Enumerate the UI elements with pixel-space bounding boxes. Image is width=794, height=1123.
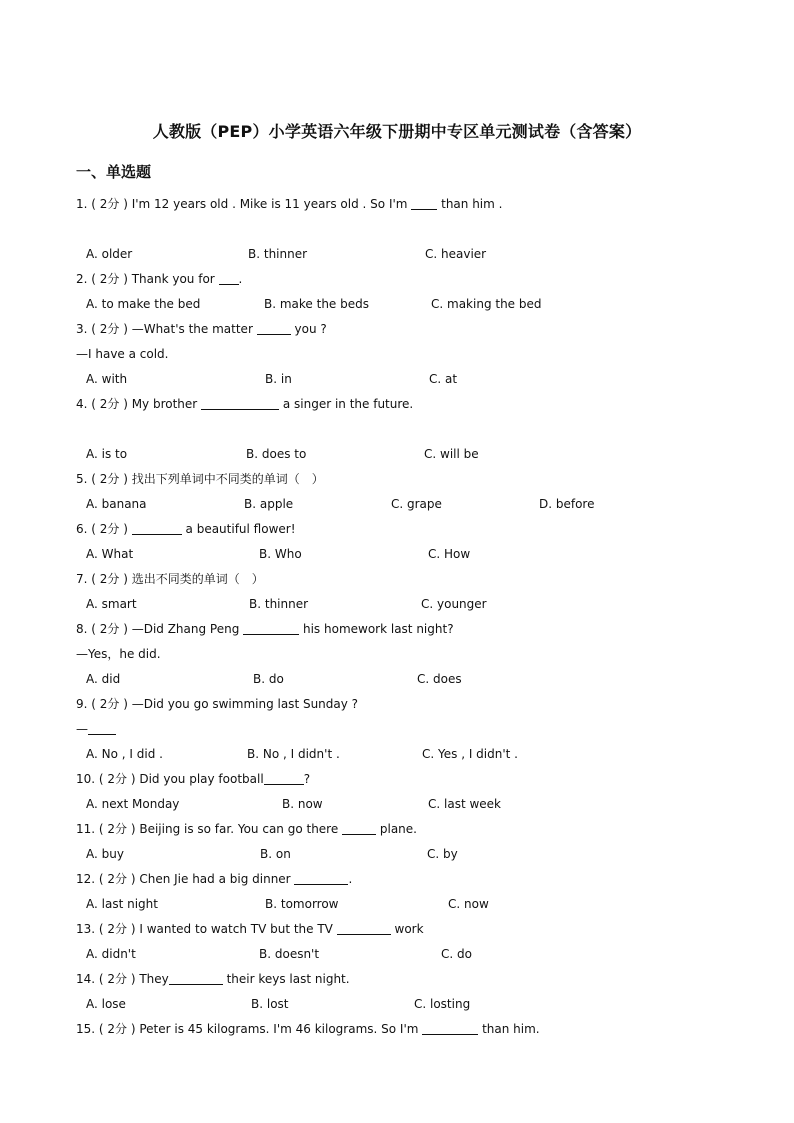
option-b[interactable]: B. in xyxy=(265,372,292,386)
option-a[interactable]: A. banana xyxy=(86,497,147,511)
option-a[interactable]: A. with xyxy=(86,372,128,386)
question-stem: 3. ( 2分 ) —What's the matter you ? xyxy=(76,322,327,336)
option-b[interactable]: B. on xyxy=(260,847,291,861)
option-a[interactable]: A. to make the bed xyxy=(86,297,201,311)
option-row xyxy=(0,371,794,387)
option-a[interactable]: A. buy xyxy=(86,847,124,861)
question-stem: 7. ( 2分 ) 选出不同类的单词（ ） xyxy=(76,572,264,586)
option-a[interactable]: A. next Monday xyxy=(86,797,180,811)
question-stem: 2. ( 2分 ) Thank you for . xyxy=(76,272,243,286)
dialogue-line: —Yes，he did. xyxy=(76,647,161,661)
question-stem: 15. ( 2分 ) Peter is 45 kilograms. I'm 46 kilograms. So I'm than him. xyxy=(76,1022,540,1036)
answer-blank xyxy=(132,522,182,535)
option-b[interactable]: B. make the beds xyxy=(264,297,369,311)
question-stem: 9. ( 2分 ) —Did you go swimming last Sunday ? xyxy=(76,697,359,711)
option-c[interactable]: C. at xyxy=(429,372,458,386)
section-heading: 一、单选题 xyxy=(76,163,152,181)
option-row xyxy=(0,496,794,512)
option-c[interactable]: C. last week xyxy=(428,797,501,811)
option-c[interactable]: C. does xyxy=(417,672,462,686)
option-a[interactable]: A. older xyxy=(86,247,133,261)
option-a[interactable]: A. did xyxy=(86,672,121,686)
answer-blank xyxy=(411,197,437,210)
option-row xyxy=(0,296,794,312)
option-d[interactable]: D. before xyxy=(539,497,595,511)
option-c[interactable]: C. will be xyxy=(424,447,479,461)
option-row xyxy=(0,996,794,1012)
option-b[interactable]: B. does to xyxy=(246,447,307,461)
question-stem: 10. ( 2分 ) Did you play football ? xyxy=(76,772,311,786)
option-c[interactable]: C. younger xyxy=(421,597,487,611)
option-row xyxy=(0,746,794,762)
answer-blank xyxy=(422,1022,478,1035)
option-c[interactable]: C. losting xyxy=(414,997,471,1011)
option-a[interactable]: A. lose xyxy=(86,997,126,1011)
question-stem: 14. ( 2分 ) They their keys last night. xyxy=(76,972,350,986)
option-row xyxy=(0,446,794,462)
answer-blank xyxy=(88,722,116,735)
question-stem: 4. ( 2分 ) My brother a singer in the future. xyxy=(76,397,414,411)
option-b[interactable]: B. No , I didn't . xyxy=(247,747,340,761)
question-stem: 1. ( 2分 ) I'm 12 years old . Mike is 11 years old . So I'm than him . xyxy=(76,197,503,211)
option-row xyxy=(0,246,794,262)
option-c[interactable]: C. now xyxy=(448,897,489,911)
option-b[interactable]: B. apple xyxy=(244,497,294,511)
page-title: 人教版（PEP）小学英语六年级下册期中专区单元测试卷（含答案） xyxy=(152,122,642,141)
answer-blank xyxy=(219,272,239,285)
question-stem: 6. ( 2分 ) a beautiful flower! xyxy=(76,522,296,536)
option-b[interactable]: B. lost xyxy=(251,997,289,1011)
dialogue-line: — xyxy=(76,721,116,737)
answer-blank xyxy=(342,822,376,835)
option-b[interactable]: B. Who xyxy=(259,547,302,561)
option-a[interactable]: A. smart xyxy=(86,597,137,611)
option-row xyxy=(0,546,794,562)
option-row xyxy=(0,596,794,612)
option-b[interactable]: B. tomorrow xyxy=(265,897,339,911)
question-stem: 8. ( 2分 ) —Did Zhang Peng his homework last night? xyxy=(76,622,454,636)
answer-blank xyxy=(294,872,348,885)
option-row xyxy=(0,896,794,912)
option-a[interactable]: A. didn't xyxy=(86,947,136,961)
option-c[interactable]: C. heavier xyxy=(425,247,487,261)
option-b[interactable]: B. thinner xyxy=(249,597,309,611)
question-stem: 13. ( 2分 ) I wanted to watch TV but the TV work xyxy=(76,922,424,936)
answer-blank xyxy=(337,922,391,935)
answer-blank xyxy=(257,322,291,335)
option-b[interactable]: B. thinner xyxy=(248,247,308,261)
question-stem: 5. ( 2分 ) 找出下列单词中不同类的单词（ ） xyxy=(76,472,324,486)
option-row xyxy=(0,671,794,687)
option-row xyxy=(0,946,794,962)
option-c[interactable]: C. grape xyxy=(391,497,442,511)
option-b[interactable]: B. do xyxy=(253,672,284,686)
option-a[interactable]: A. What xyxy=(86,547,134,561)
option-c[interactable]: C. making the bed xyxy=(431,297,542,311)
option-c[interactable]: C. by xyxy=(427,847,458,861)
option-a[interactable]: A. last night xyxy=(86,897,158,911)
option-c[interactable]: C. Yes , I didn't . xyxy=(422,747,518,761)
option-a[interactable]: A. is to xyxy=(86,447,128,461)
question-stem: 12. ( 2分 ) Chen Jie had a big dinner . xyxy=(76,872,353,886)
option-b[interactable]: B. doesn't xyxy=(259,947,320,961)
option-c[interactable]: C. do xyxy=(441,947,472,961)
dialogue-line: —I have a cold. xyxy=(76,347,169,361)
option-b[interactable]: B. now xyxy=(282,797,323,811)
option-row xyxy=(0,796,794,812)
answer-blank xyxy=(264,772,304,785)
answer-blank xyxy=(201,397,279,410)
option-c[interactable]: C. How xyxy=(428,547,471,561)
answer-blank xyxy=(243,622,299,635)
option-row xyxy=(0,846,794,862)
answer-blank xyxy=(169,972,223,985)
option-a[interactable]: A. No , I did . xyxy=(86,747,163,761)
question-stem: 11. ( 2分 ) Beijing is so far. You can go there plane. xyxy=(76,822,417,836)
